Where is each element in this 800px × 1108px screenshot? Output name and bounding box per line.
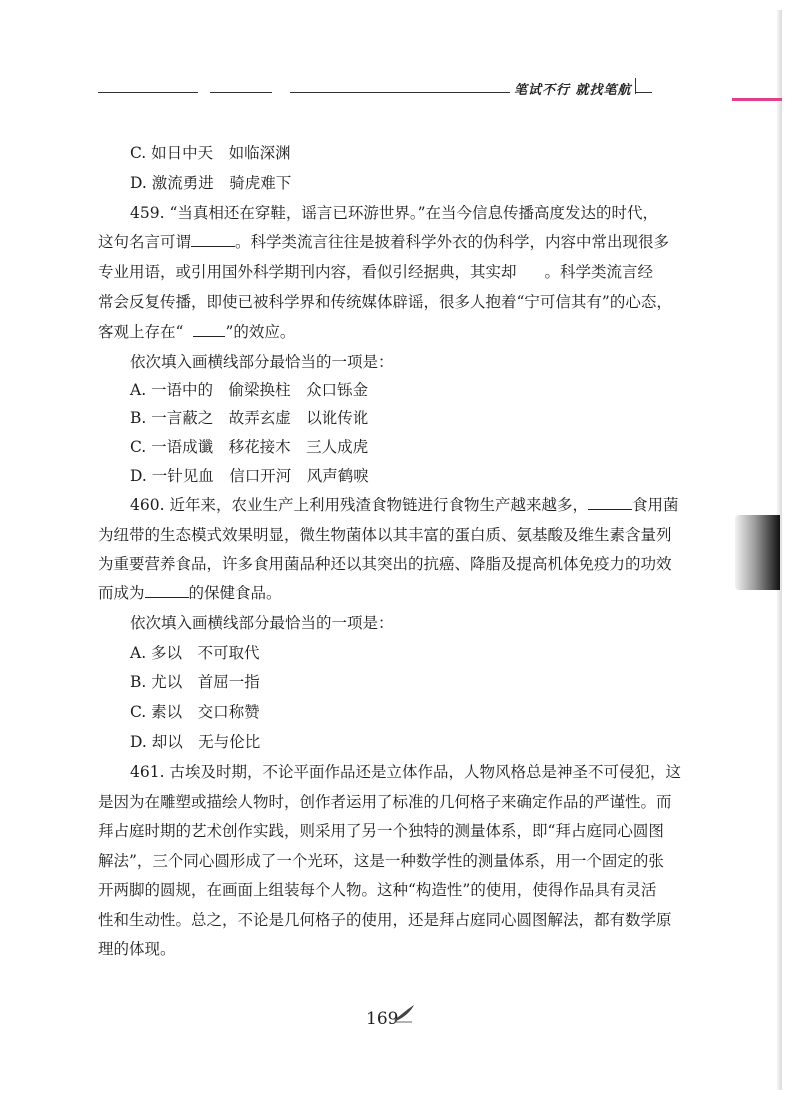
q459-option-c: C. 一语成谶 移花接木 三人成虎: [130, 438, 369, 456]
q459-option-a: A. 一语中的 偷梁换柱 众口铄金: [130, 381, 369, 399]
header-rule-left: [98, 92, 198, 93]
q459-line-4: 常会反复传播，即使已被科学界和传统媒体辟谣，很多人抱着“宁可信其有”的心态，: [98, 293, 672, 311]
q459-line-5: [98, 322, 295, 342]
q460-line-2: 为纽带的生态模式效果明显，微生物菌体以其丰富的蛋白质、氨基酸及维生素含量列: [98, 526, 672, 544]
q459-line-5-text-a: 客观上存在“: [98, 323, 184, 341]
header-rule-right: [290, 92, 510, 93]
q460-option-c: C. 素以 交口称赞: [130, 703, 260, 721]
q459-option-d: D. 一针见血 信口开河 风声鹤唳: [130, 467, 369, 485]
pen-icon: [392, 1003, 416, 1023]
q459-line-3-text-b: 。科学类流言经: [544, 263, 654, 281]
q458-option-c: C. 如日中天 如临深渊: [130, 144, 291, 162]
header-rule-mid: [210, 92, 272, 93]
q460-line-4: [98, 583, 282, 603]
blank-line: [145, 583, 189, 598]
blank-line: [588, 495, 632, 510]
q460-option-b: B. 尤以 首屈一指: [130, 673, 260, 691]
q459-line-2: [98, 232, 669, 252]
q459-line-3-text-a: 专业用语，或引用国外科学期刊内容，看似引经据典，其实却: [98, 263, 517, 281]
q459-line-2-text-a: 这句名言可谓: [98, 233, 192, 251]
thumb-index-tab: [735, 515, 780, 590]
q461-line-1: 461. 古埃及时期，不论平面作品还是立体作品，人物风格总是神圣不可侵犯，这: [130, 763, 681, 781]
q461-line-7: 理的体现。: [98, 940, 176, 958]
q461-line-3: 拜占庭时期的艺术创作实践，则采用了另一个独特的测量体系，即“拜占庭同心圆图: [98, 822, 664, 840]
q460-line-4-text-b: 的保健食品。: [188, 584, 282, 602]
q460-line-1: [130, 495, 678, 515]
header-rule-end: [636, 92, 652, 93]
q460-line-3: 为重要营养食品，许多食用菌品种还以其突出的抗癌、降脂及提高机体免疫力的功效: [98, 555, 672, 573]
q459-line-3: [98, 262, 653, 282]
q460-line-1-text-a: 460. 近年来，农业生产上利用残渣食物链进行食物生产越来越多，: [130, 496, 588, 514]
q459-prompt: 依次填入画横线部分最恰当的一项是：: [130, 353, 394, 371]
q460-option-a: A. 多以 不可取代: [130, 644, 260, 662]
q460-prompt: 依次填入画横线部分最恰当的一项是：: [130, 614, 394, 632]
header-brand: 笔试不行 就找笔航: [514, 83, 632, 98]
q460-line-4-text-a: 而成为: [98, 584, 145, 602]
q460-option-d: D. 却以 无与伦比: [130, 733, 261, 751]
pink-margin-mark: [732, 98, 782, 101]
header-divider: [635, 78, 636, 94]
q460-line-1-text-b: 食用菌: [631, 496, 679, 514]
q459-option-b: B. 一言蔽之 故弄玄虚 以讹传讹: [130, 409, 369, 427]
q461-line-2: 是因为在雕塑或描绘人物时，创作者运用了标准的几何格子来确定作品的严谨性。而: [98, 793, 672, 811]
q459-line-5-text-b: ”的效应。: [225, 323, 296, 341]
q459-line-1: 459. “当真相还在穿鞋，谣言已环游世界。”在当今信息传播高度发达的时代，: [130, 204, 659, 222]
q458-option-d: D. 激流勇进 骑虎难下: [130, 174, 292, 192]
q461-line-6: 性和生动性。总之，不论是几何格子的使用，还是拜占庭同心圆图解法，都有数学原: [98, 911, 672, 929]
blank-line: [193, 322, 225, 337]
q461-line-5: 开两脚的圆规，在画面上组装每个人物。这种“构造性”的使用，使得作品具有灵活: [98, 881, 657, 899]
blank-line: [191, 232, 235, 247]
page-number: 169: [366, 1009, 399, 1029]
q459-line-2-text-b: 。科学类流言往往是披着科学外衣的伪科学，内容中常出现很多: [235, 233, 670, 251]
q461-line-4: 解法”，三个同心圆形成了一个光环，这是一种数学性的测量体系，用一个固定的张: [98, 852, 664, 870]
